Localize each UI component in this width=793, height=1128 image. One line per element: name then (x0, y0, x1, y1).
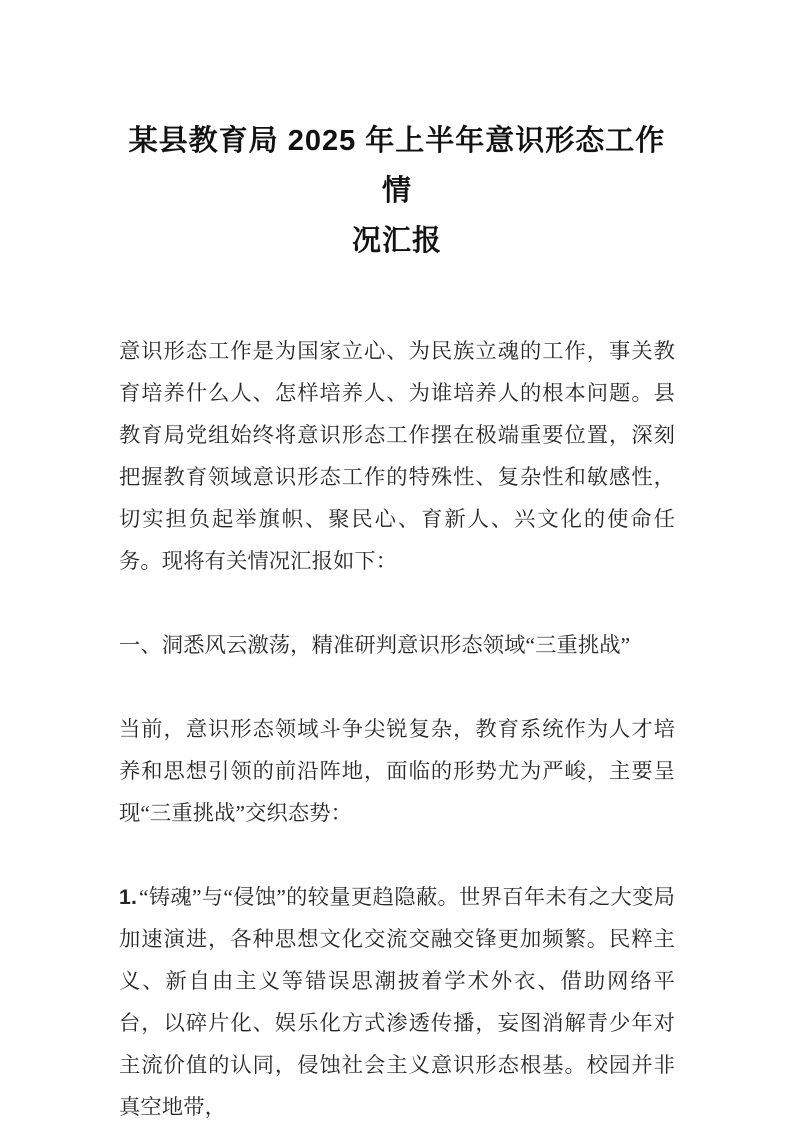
document-title-line-1: 某县教育局 2025 年上半年意识形态工作情 (128, 125, 666, 207)
paragraph-intro: 意识形态工作是为国家立心、为民族立魂的工作，事关教育培养什么人、怎样培养人、为谁培养人的根本问题。县教育局党组始终将意识形态工作摆在极端重要位置，深刻把握教育领域意识形态工作的特殊性、复杂性和敏感性，切实担负起举旗帜、聚民心、育新人、兴文化的使命任务。现将有关情况汇报如下： (119, 339, 675, 573)
document-title-line-2: 况汇报 (351, 225, 442, 257)
paragraph-challenge-1 (119, 876, 675, 1128)
paragraph-current-situation: 当前，意识形态领域斗争尖锐复杂，教育系统作为人才培养和思想引领的前沿阵地，面临的形势尤为严峻，主要呈现“三重挑战”交织态势： (119, 717, 675, 825)
document-title (119, 0, 675, 266)
section-heading-1: 一、洞悉风云激荡，精准研判意识形态领域“三重挑战” (119, 633, 631, 657)
item-number: 1. (119, 885, 137, 909)
item-text: “铸魂”与“侵蚀”的较量更趋隐蔽。世界百年未有之大变局加速演进，各种思想文化交流交融交锋更加频繁。民粹主义、新自由主义等错误思潮披着学术外衣、借助网络平台，以碎片化、娱乐化方式渗透传播，妄图消解青少年对主流价值的认同，侵蚀社会主义意识形态根基。校园并非真空地带， (119, 885, 675, 1119)
